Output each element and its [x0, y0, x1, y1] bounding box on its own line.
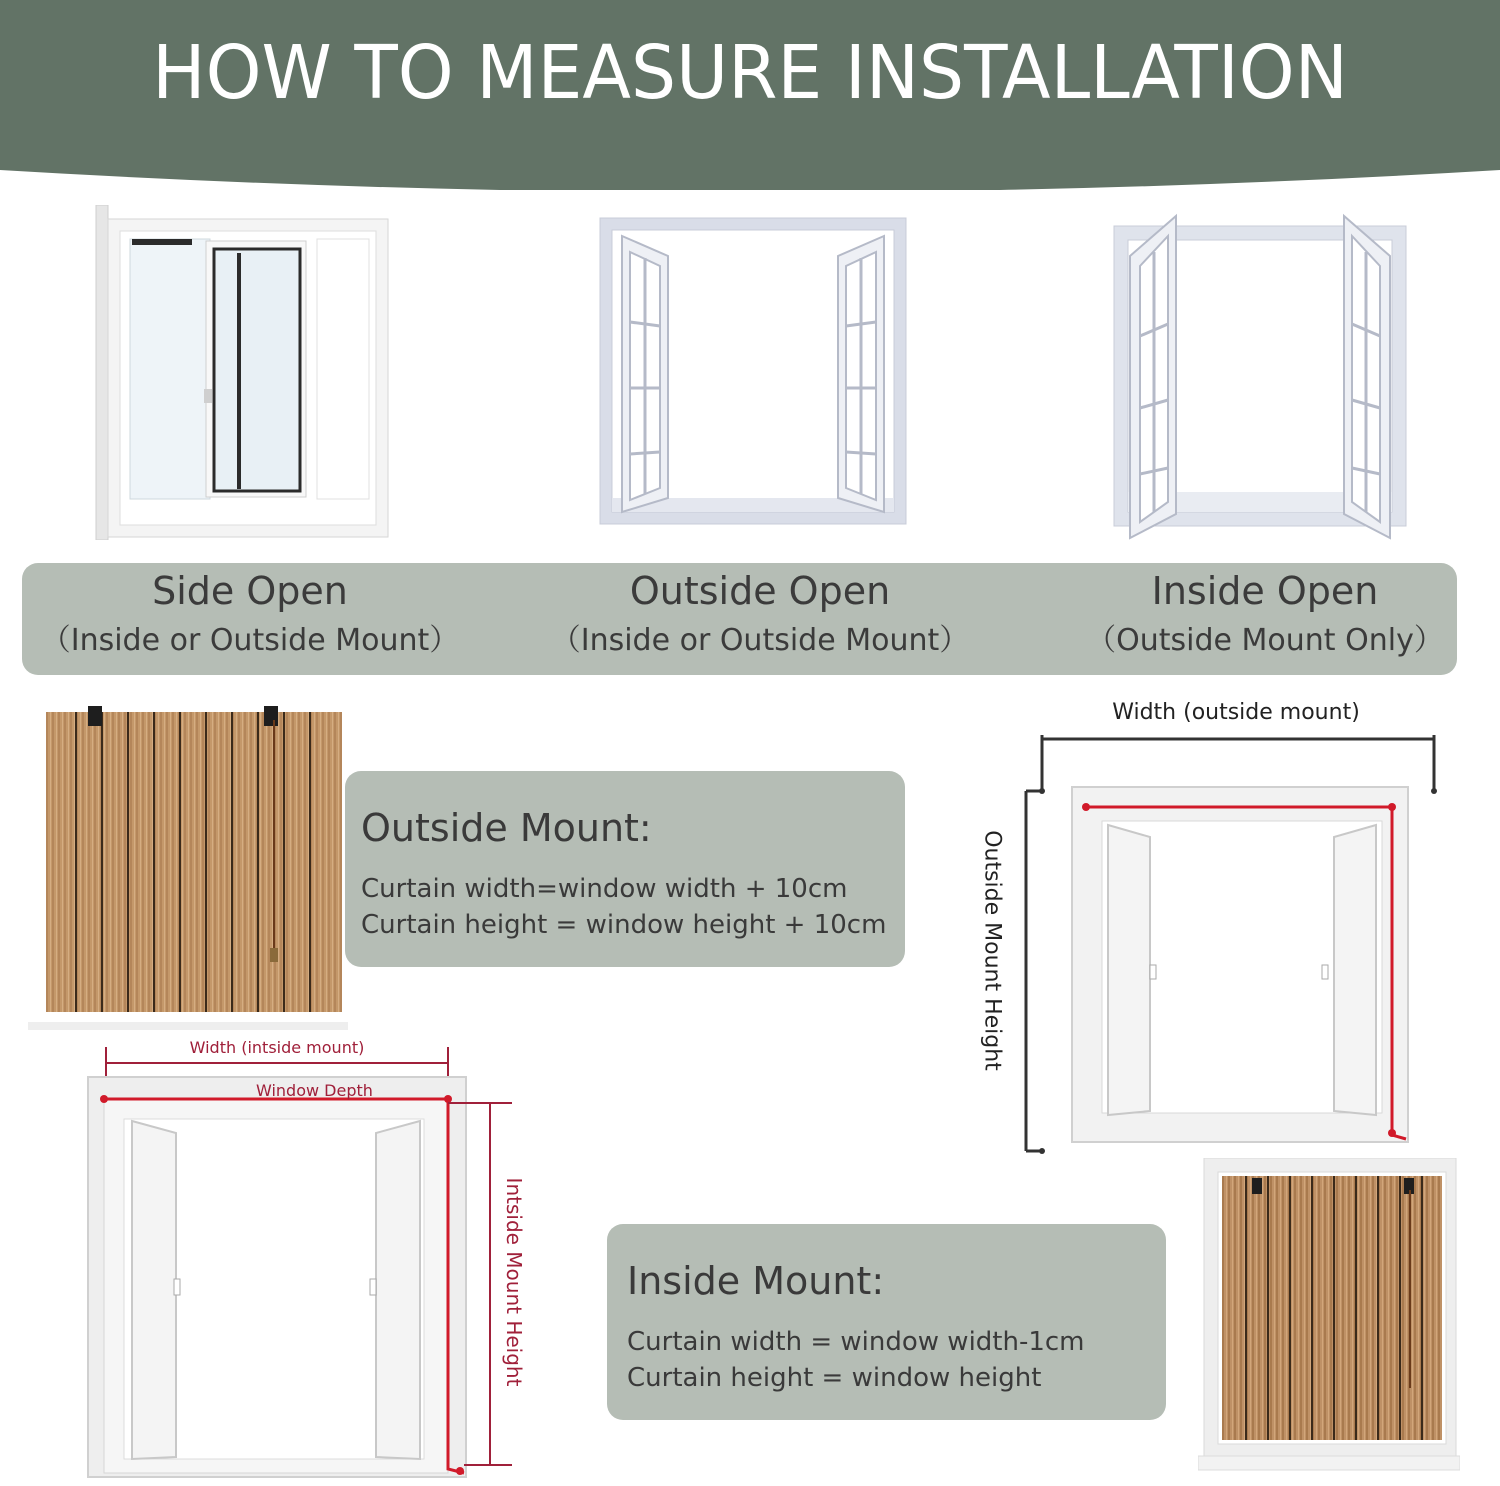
inside-mount-width-rule: Curtain width = window width-1cm: [627, 1327, 1085, 1357]
window-type-name: Inside Open: [1151, 569, 1379, 613]
window-type-mount: （Inside or Outside Mount）: [550, 623, 970, 658]
outside-height-label: Outside Mount Height: [979, 830, 1005, 1071]
window-type-mount: （Inside or Outside Mount）: [40, 623, 460, 658]
window-type-side-open: [30, 566, 470, 666]
inside-mount-diagram: [80, 1045, 520, 1480]
page-title: HOW TO MEASURE INSTALLATION: [152, 30, 1348, 116]
window-depth-label: Window Depth: [256, 1081, 373, 1100]
outside-open-window-illustration: [598, 216, 908, 526]
outside-mount-diagram: [960, 725, 1480, 1160]
inside-height-label: Intside Mount Height: [502, 1177, 526, 1387]
outside-width-label: Width (outside mount): [1112, 700, 1360, 725]
inside-mount-height-rule: Curtain height = window height: [627, 1363, 1042, 1393]
outside-mount-width-rule: Curtain width=window width + 10cm: [361, 874, 848, 904]
window-type-outside-open: [540, 566, 980, 666]
window-type-name: Outside Open: [629, 569, 891, 613]
inside-open-window-illustration: [1110, 212, 1410, 542]
window-type-name: Side Open: [152, 569, 348, 613]
window-type-mount: （Outside Mount Only）: [1086, 623, 1444, 658]
outside-mount-heading: Outside Mount:: [361, 806, 652, 850]
window-type-inside-open: [1050, 566, 1480, 666]
inside-mount-heading: Inside Mount:: [627, 1259, 885, 1303]
side-open-window-illustration: [92, 205, 392, 540]
inside-width-label: Width (intside mount): [189, 1038, 365, 1057]
inside-mount-info-box: [607, 1224, 1166, 1420]
outside-mount-height-rule: Curtain height = window height + 10cm: [361, 910, 887, 940]
bamboo-blind-outside-photo: [28, 700, 358, 1035]
outside-mount-info-box: [345, 771, 905, 967]
bamboo-blind-inside-photo: [1198, 1158, 1460, 1480]
